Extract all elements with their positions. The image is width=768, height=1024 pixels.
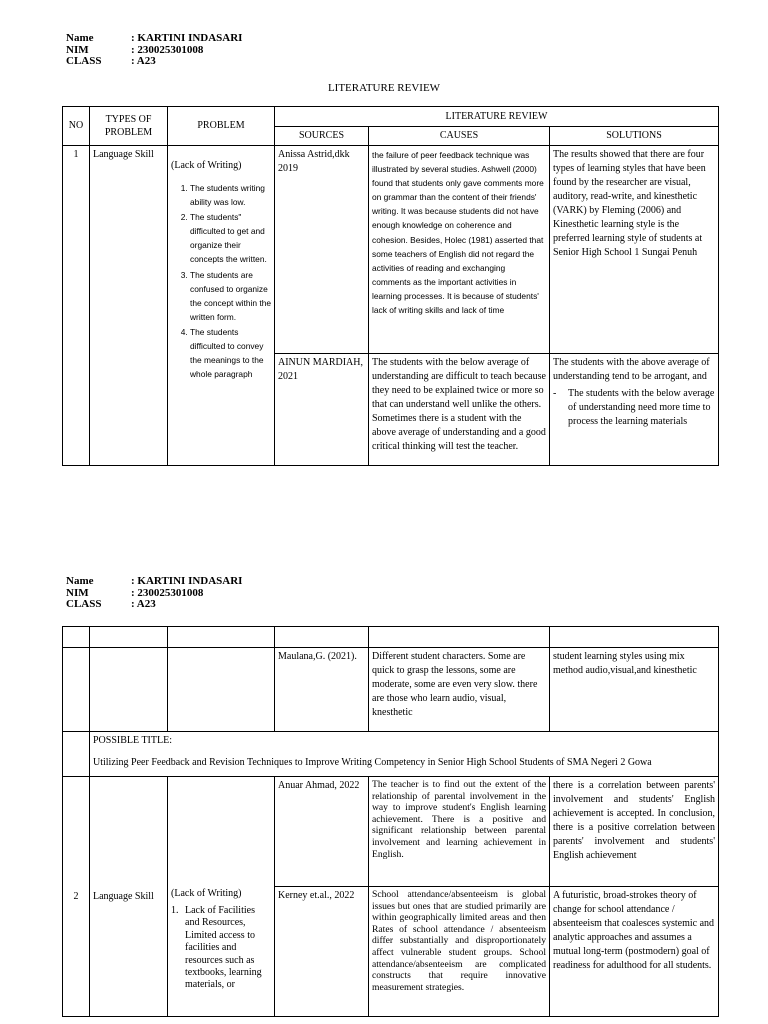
source-cell: Kerney et.al., 2022 xyxy=(275,887,369,1017)
nim-label: NIM xyxy=(66,586,89,599)
problem-list-item: 1. Lack of Facilities and Resources, Limited access to facilities and resources such as textbooks, learning materials, or xyxy=(171,905,271,992)
nim-value: : 230025301008 xyxy=(131,43,204,56)
solution-cell: A futuristic, broad-strokes theory of change for school attendance / absenteeism that coalesces systemic and analytic approaches and assumes a mutual long-term (postmodern) goal of readiness for adulthood for all students. xyxy=(550,887,719,1017)
table-row xyxy=(63,777,719,887)
problem-item-text: Lack of Facilities and Resources, Limited access to facilities and resources such as textbooks, learning materials, or xyxy=(185,905,262,991)
page1-header xyxy=(66,33,242,68)
name-label: Name xyxy=(66,32,94,44)
col-causes-header: CAUSES xyxy=(369,127,550,146)
row-number: 1 xyxy=(63,146,90,466)
list-item: 1. The students writing ability was low. xyxy=(190,181,271,209)
row-number: 2 xyxy=(63,777,90,1017)
class-value: : A23 xyxy=(131,55,156,67)
cause-cell: School attendance/absenteeism is global issues but ones that are studied primarily are within geographically limited areas and then Rates of school attendance / absenteeism differ substantially and disproportionately affect vulnerable student groups. School attendance/absenteeism are complicated constructs that require innovative measurement strategies. xyxy=(369,887,550,1017)
source-cell: Maulana,G. (2021). xyxy=(275,648,369,732)
source-cell: AINUN MARDIAH, 2021 xyxy=(275,354,369,466)
class-line xyxy=(66,56,242,68)
table-row xyxy=(63,648,719,732)
class-line xyxy=(66,599,242,611)
list-item: 4. The students difficulted to convey the meanings to the whole paragraph xyxy=(190,325,271,381)
table-row xyxy=(63,146,719,354)
name-line xyxy=(66,576,242,588)
class-label: CLASS xyxy=(66,55,102,67)
dash-marker: - xyxy=(553,388,557,399)
solution-cell: student learning styles using mix method audio,visual,and kinesthetic xyxy=(550,648,719,732)
possible-title-row xyxy=(63,732,719,777)
cause-cell: Different student characters. Some are quick to grasp the lessons, some are moderate, some are even very slow. there are those who learn audio, visual, knesthetic xyxy=(369,648,550,732)
list-item: 2. The students" difficulted to get and organize their concepts the written. xyxy=(190,210,271,266)
cause-cell: The teacher is to find out the extent of the relationship of parental involvement in the way to improve student's English learning achievement. There is a positive and significant relationship between parental involvement and learning achievement in English. xyxy=(369,777,550,887)
solution-intro: The students with the above average of understanding tend to be arrogant, and xyxy=(553,357,710,382)
source-cell: Anuar Ahmad, 2022 xyxy=(275,777,369,887)
possible-title: Utilizing Peer Feedback and Revision Techniques to Improve Writing Competency in Senior High School Students of SMA Negeri 2 Gowa xyxy=(93,757,652,768)
literature-review-table-page2 xyxy=(62,626,719,1017)
col-types-header: TYPES OF PROBLEM xyxy=(90,107,168,146)
problem-cell xyxy=(168,777,275,1017)
nim-label: NIM xyxy=(66,43,89,56)
solution-cell xyxy=(550,354,719,466)
problem-heading: (Lack of Writing) xyxy=(171,160,242,171)
possible-title-label: POSSIBLE TITLE: xyxy=(93,735,172,746)
table-row-spacer xyxy=(63,627,719,648)
problem-type: Language Skill xyxy=(90,146,168,466)
problem-list xyxy=(171,181,271,381)
col-solutions-header: SOLUTIONS xyxy=(550,127,719,146)
class-label: CLASS xyxy=(66,598,102,610)
col-no-header: NO xyxy=(63,107,90,146)
page2-header xyxy=(66,576,242,611)
col-sources-header: SOURCES xyxy=(275,127,369,146)
class-value: : A23 xyxy=(131,598,156,610)
solution-item-text: The students with the below average of understanding need more time to process the learning materials xyxy=(568,388,715,427)
name-value: : KARTINI INDASARI xyxy=(131,575,243,587)
solution-cell: The results showed that there are four types of learning styles that have been found by the researcher are visual, auditory, read-write, and kinesthetic (VARK) by Fleming (2006) and Kinesthetic learning style is the preferred learning style of students at Senior High School 1 Sungai Penuh xyxy=(550,146,719,354)
problem-type: Language Skill xyxy=(90,777,168,1017)
source-cell: Anissa Astrid,dkk 2019 xyxy=(275,146,369,354)
document-title: LITERATURE REVIEW xyxy=(327,82,441,94)
name-label: Name xyxy=(66,575,94,587)
nim-value: : 230025301008 xyxy=(131,586,204,599)
problem-cell xyxy=(168,146,275,466)
solution-dash-item xyxy=(553,387,715,429)
possible-title-cell xyxy=(90,732,719,777)
list-item: 3. The students are confused to organize the concept within the written form. xyxy=(190,268,271,324)
solution-cell: there is a correlation between parents' involvement and students' English achievement is accepted. In conclusion, there is a positive correlation between parents' involvement and students' English achievement xyxy=(550,777,719,887)
name-line xyxy=(66,33,242,45)
header-row-top xyxy=(63,107,719,127)
cause-cell: the failure of peer feedback technique was illustrated by several studies. Ashwell (2000) found that students only gave comments more on grammar than the content of their friends' writing. It was because students did not have enough knowledge on coherence and cohesion. Besides, Holec (1981) asserted that some teachers of English did not regard the activities of reading and exchanging comments as the important activities in learning processes. It is because of students' lack of writing skills and lack of time xyxy=(369,146,550,354)
col-review-header: LITERATURE REVIEW xyxy=(275,107,719,127)
cause-cell: The students with the below average of understanding are difficult to teach because they need to be explained twice or more so that can understand well unlike the others. Sometimes there is a student with the above average of understanding and a good critical thinking will test the teacher. xyxy=(369,354,550,466)
col-problem-header: PROBLEM xyxy=(168,107,275,146)
problem-heading: (Lack of Writing) xyxy=(171,888,242,899)
name-value: : KARTINI INDASARI xyxy=(131,32,243,44)
literature-review-table-page1 xyxy=(62,106,719,466)
